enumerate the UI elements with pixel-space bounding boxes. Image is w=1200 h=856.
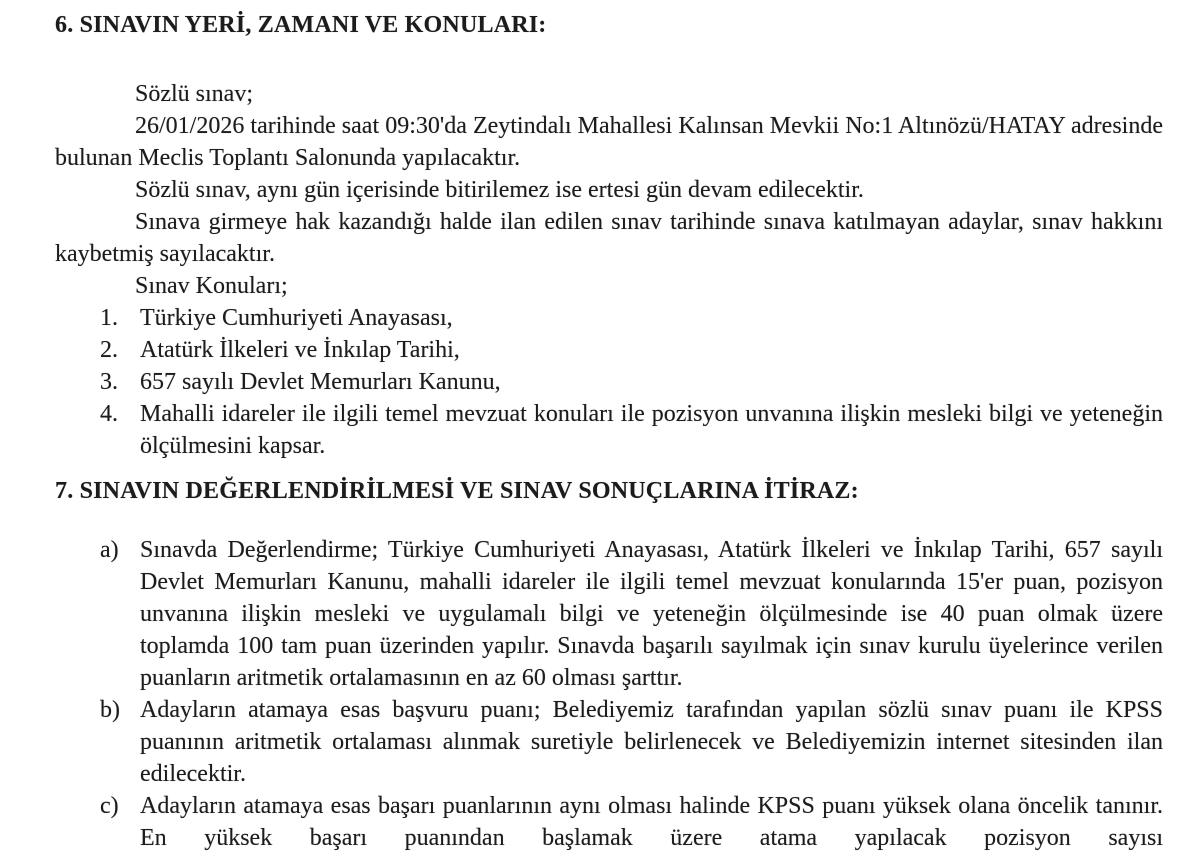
item-text: Mahalli idareler ile ilgili temel mevzuat konuları ile pozisyon unvanına ilişkin mesleki bilgi ve yeteneğin ölçülmesini kapsar. (140, 401, 1163, 459)
list-item-c (55, 790, 1163, 854)
list-item-3 (55, 366, 1163, 398)
item-marker: 3. (100, 369, 118, 395)
list-item-b (55, 694, 1163, 790)
evaluation-list (55, 534, 1163, 854)
item-marker: 1. (100, 305, 118, 331)
item-marker: b) (100, 697, 120, 723)
paragraph-exam-topics-label: Sınav Konuları; (135, 273, 288, 299)
paragraph-next-day: Sözlü sınav, aynı gün içerisinde bitirilemez ise ertesi gün devam edilecektir. (135, 177, 864, 203)
exam-topics-list (55, 302, 1163, 462)
section6-body (55, 78, 1163, 302)
item-marker: 4. (100, 401, 118, 427)
item-text: Türkiye Cumhuriyeti Anayasası, (140, 305, 453, 331)
section7-heading: 7. SINAVIN DEĞERLENDİRİLMESİ VE SINAV SONUÇLARINA İTİRAZ: (55, 478, 859, 504)
list-item-a (55, 534, 1163, 694)
item-marker: 2. (100, 337, 118, 363)
item-text: Atatürk İlkeleri ve İnkılap Tarihi, (140, 337, 460, 363)
paragraph-sozlu-sinav: Sözlü sınav; (135, 81, 253, 107)
paragraph-exam-date-place: 26/01/2026 tarihinde saat 09:30'da Zeytindalı Mahallesi Kalınsan Mevkii No:1 Altınözü/HATAY adresinde bulunan Meclis Toplantı Salonunda yapılacaktır. (55, 113, 1163, 171)
item-marker: a) (100, 537, 119, 563)
item-text: Adayların atamaya esas başarı puanlarının aynı olması halinde KPSS puanı yüksek olana öncelik tanınır. En yüksek başarı puanından başlamak üzere atama yapılacak pozisyon sayısı (140, 793, 1163, 851)
paragraph-no-show: Sınava girmeye hak kazandığı halde ilan edilen sınav tarihinde sınava katılmayan adaylar, sınav hakkını kaybetmiş sayılacaktır. (55, 209, 1163, 267)
item-text: 657 sayılı Devlet Memurları Kanunu, (140, 369, 501, 395)
list-item-2 (55, 334, 1163, 366)
item-text: Adayların atamaya esas başvuru puanı; Belediyemiz tarafından yapılan sözlü sınav puanı ile KPSS puanının aritmetik ortalaması alınmak suretiyle belirlenecek ve Belediyemizin internet sitesinden ilan edilecektir. (140, 697, 1163, 787)
item-text: Sınavda Değerlendirme; Türkiye Cumhuriyeti Anayasası, Atatürk İlkeleri ve İnkılap Tarihi, 657 sayılı Devlet Memurları Kanunu, mahalli idareler ile ilgili temel mevzuat konularında 15'er puan, pozisyon unvanına ilişkin mesleki ve uygulamalı bilgi ve yeteneğin ölçülmesinde ise 40 puan olmak üzere toplamda 100 tam puan üzerinden yapılır. Sınavda başarılı sayılmak için sınav kurulu üyelerince verilen puanların aritmetik ortalamasının en az 60 olması şarttır. (140, 537, 1163, 691)
list-item-4 (55, 398, 1163, 462)
section6-heading: 6. SINAVIN YERİ, ZAMANI VE KONULARI: (55, 12, 547, 38)
list-item-1 (55, 302, 1163, 334)
item-marker: c) (100, 793, 119, 819)
